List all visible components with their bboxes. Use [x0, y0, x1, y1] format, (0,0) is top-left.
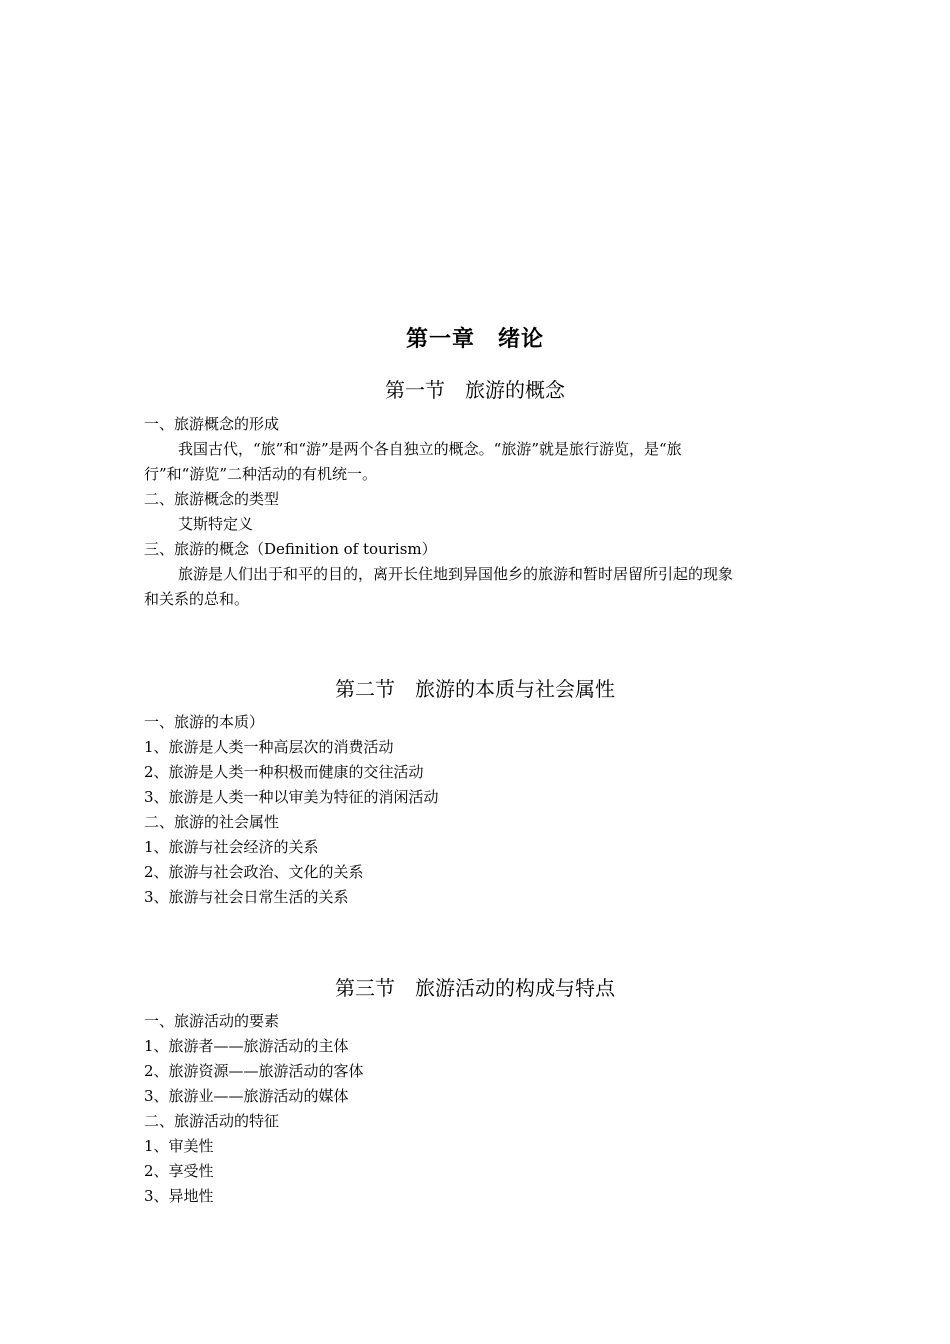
list-item: 1、审美性	[144, 1137, 214, 1155]
list-item: 1、旅游与社会经济的关系	[144, 838, 319, 856]
list-item: 一、旅游活动的要素	[144, 1012, 280, 1030]
chapter-title: 第一章 绪论	[405, 327, 544, 352]
section-2-list	[144, 710, 800, 910]
section-3-title: 第三节 旅游活动的构成与特点	[335, 976, 615, 1000]
section-1-paragraph-3	[144, 562, 800, 612]
section-3-list	[144, 1009, 800, 1209]
section-1-heading-3: 三、旅游的概念（Definition of tourism）	[144, 540, 437, 558]
list-item: 3、异地性	[144, 1187, 214, 1205]
list-item: 3、旅游业——旅游活动的媒体	[144, 1087, 349, 1105]
list-item: 1、旅游是人类一种高层次的消费活动	[144, 738, 394, 756]
list-item: 2、旅游是人类一种积极而健康的交往活动	[144, 763, 424, 781]
list-item: 2、旅游与社会政治、文化的关系	[144, 863, 364, 881]
list-item: 二、旅游活动的特征	[144, 1112, 280, 1130]
section-1-paragraph-1	[144, 437, 800, 487]
paragraph-line: 旅游是人们出于和平的目的，离开长住地到异国他乡的旅游和暂时居留所引起的现象	[178, 565, 734, 583]
section-1-paragraph-2: 艾斯特定义	[178, 515, 254, 533]
paragraph-line: 行”和“游览”二种活动的有机统一。	[144, 465, 378, 483]
list-item: 1、旅游者——旅游活动的主体	[144, 1037, 349, 1055]
paragraph-line: 我国古代，“旅”和“游”是两个各自独立的概念。“旅游”就是旅行游览，是“旅	[178, 440, 682, 458]
section-1-title: 第一节 旅游的概念	[385, 378, 565, 402]
section-2-title: 第二节 旅游的本质与社会属性	[335, 677, 615, 701]
list-item: 3、旅游与社会日常生活的关系	[144, 888, 349, 906]
paragraph-line: 和关系的总和。	[144, 590, 250, 608]
list-item: 2、享受性	[144, 1162, 214, 1180]
list-item: 2、旅游资源——旅游活动的客体	[144, 1062, 364, 1080]
list-item: 二、旅游的社会属性	[144, 813, 280, 831]
list-item: 3、旅游是人类一种以审美为特征的消闲活动	[144, 788, 439, 806]
list-item: 一、旅游的本质）	[144, 713, 265, 731]
section-1-heading-1: 一、旅游概念的形成	[144, 415, 280, 433]
section-1-body	[144, 412, 800, 612]
section-1-heading-2: 二、旅游概念的类型	[144, 490, 280, 508]
